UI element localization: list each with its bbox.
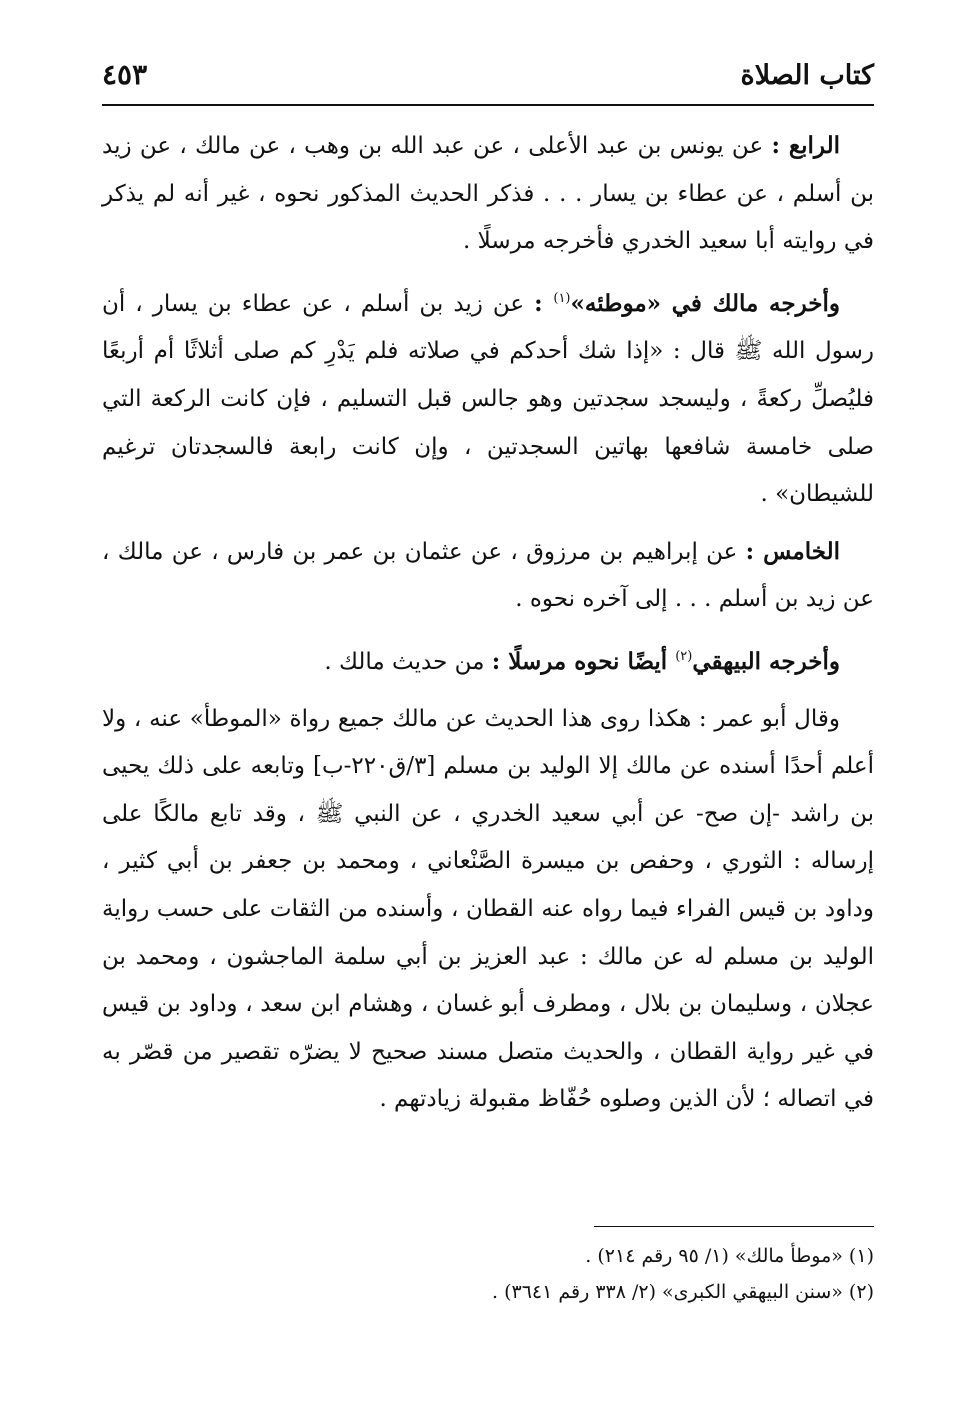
paragraph-text: عن زيد بن أسلم ، عن عطاء بن يسار ، أن رسول الله ﷺ قال : «إذا شك أحدكم في صلاته فلم يَدْرِ كم صلى أثلاثًا أم أربعًا فليُصلِّ ركعةً ، وليسجد سجدتين وهو جالس قبل التسليم ، فإن كانت الركعة التي صلى خامسة شافعها بهاتين السجدتين ، وإن كانت رابعة فالسجدتان ترغيم للشيطان» . (102, 290, 874, 508)
footnote-ref: (١) (553, 290, 571, 306)
paragraph (102, 696, 874, 1124)
paragraph-lead-tail: : (534, 289, 554, 317)
paragraph-text: من حديث مالك . (324, 648, 492, 675)
paragraph (102, 633, 874, 687)
page-header (102, 52, 874, 102)
paragraph-text: عن يونس بن عبد الأعلى ، عن عبد الله بن وهب ، عن مالك ، عن زيد بن أسلم ، عن عطاء بن يسار . . . فذكر الحديث المذكور نحوه ، غير أنه لم يذكر في روايته أبا سعيد الخدري فأخرجه مرسلًا . (102, 133, 874, 255)
page-number: ٤٥٣ (102, 58, 148, 91)
paragraph (102, 528, 874, 624)
paragraph-lead-tail: أيضًا نحوه مرسلًا : (491, 647, 676, 675)
footnotes (102, 1238, 874, 1310)
footnote-rule (594, 1226, 874, 1227)
footnote: (٢) «سنن البيهقي الكبرى» (٢/ ٣٣٨ رقم ٣٦٤١) . (492, 1281, 874, 1303)
chapter-title: كتاب الصلاة (740, 60, 874, 91)
paragraph (102, 275, 874, 519)
paragraph (102, 122, 874, 266)
header-rule (102, 104, 874, 106)
paragraph-text: عن إبراهيم بن مرزوق ، عن عثمان بن عمر بن فارس ، عن مالك ، عن زيد بن أسلم . . . إلى آخره نحوه . (102, 538, 874, 613)
paragraph-lead: وأخرجه مالك في «موطئه» (570, 289, 840, 317)
paragraph-lead: وأخرجه البيهقي (692, 647, 840, 675)
footnote: (١) «موطأ مالك» (١/ ٩٥ رقم ٢١٤) . (585, 1245, 874, 1267)
paragraph-text: وقال أبو عمر : هكذا روى هذا الحديث عن مالك جميع رواة «الموطأ» عنه ، ولا أعلم أحدًا أسنده عن مالك إلا الوليد بن مسلم [٣/ق٢٢٠-ب] وتابعه على ذلك يحيى بن راشد -إن صح- عن أبي سعيد الخدري ، عن النبي ﷺ ، وقد تابع مالكًا على إرساله : الثوري ، وحفص بن ميسرة الصَّنْعاني ، ومحمد بن جعفر بن أبي كثير ، وداود بن قيس الفراء فيما رواه عنه القطان ، وأسنده من الثقات على حسب رواية الوليد بن مسلم له عن مالك : عبد العزيز بن أبي سلمة الماجشون ، ومحمد بن عجلان ، وسليمان بن بلال ، ومطرف أبو غسان ، وهشام ابن سعد ، وداود بن قيس في غير رواية القطان ، والحديث متصل مسند صحيح لا يضرّه تقصير من قصّر به في اتصاله ؛ لأن الذين وصلوه حُفّاظ مقبولة زيادتهم . (102, 705, 874, 1113)
body-text (102, 122, 874, 1133)
paragraph-lead: الخامس : (745, 537, 840, 565)
footnote-ref: (٢) (675, 648, 693, 664)
paragraph-lead: الرابع : (771, 132, 841, 159)
